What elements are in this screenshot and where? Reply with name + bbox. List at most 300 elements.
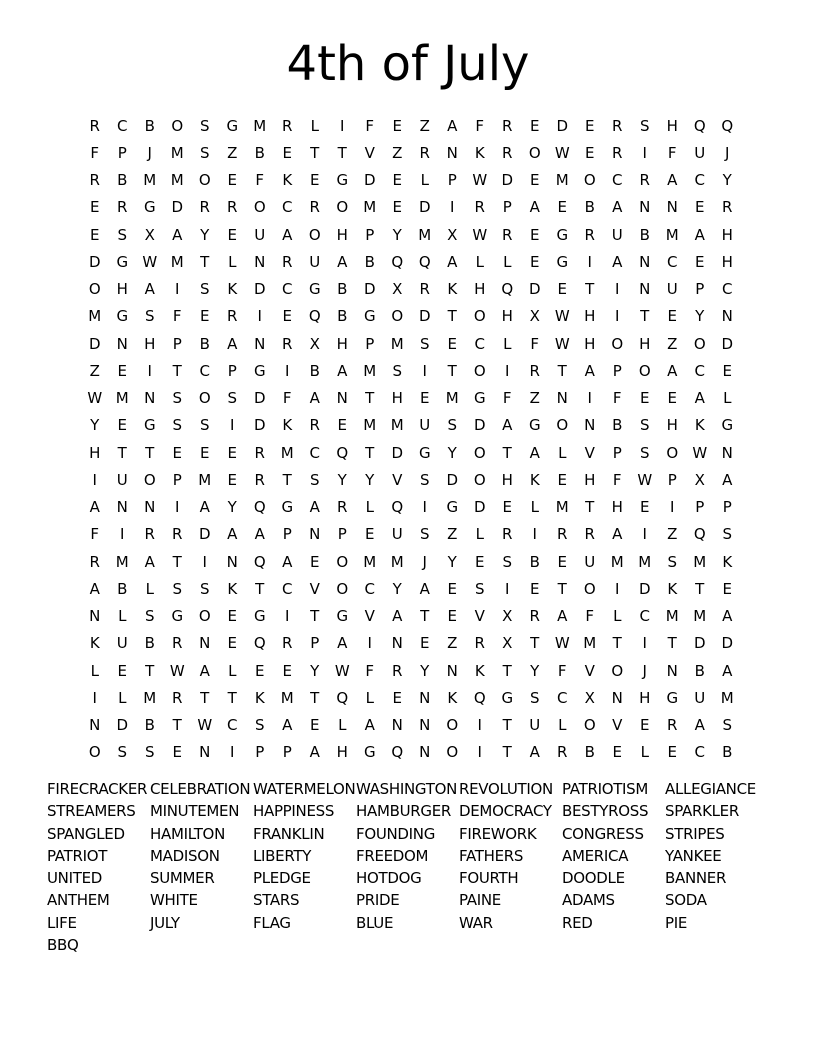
- grid-letter: I: [642, 143, 647, 162]
- grid-letter: E: [722, 361, 732, 380]
- grid-letter: S: [254, 716, 265, 735]
- grid-letter: C: [364, 579, 375, 598]
- grid-letter: M: [115, 552, 129, 571]
- grid-letter: L: [365, 498, 374, 517]
- grid-letter: H: [336, 334, 348, 353]
- grid-letter: Y: [90, 416, 100, 435]
- grid-letter: K: [447, 280, 458, 299]
- grid-letter: E: [475, 552, 485, 571]
- grid-letter: X: [502, 634, 513, 653]
- grid-letter: V: [309, 579, 320, 598]
- grid-letter: M: [198, 470, 212, 489]
- grid-letter: M: [665, 225, 679, 244]
- grid-letter: N: [336, 389, 348, 408]
- word-list-item: JULY: [150, 913, 180, 932]
- grid-letter: G: [336, 171, 349, 190]
- grid-letter: F: [585, 607, 595, 626]
- word-list-item: REVOLUTION: [459, 780, 553, 798]
- grid-letter: A: [584, 361, 595, 380]
- word-list-item: AMERICA: [562, 846, 629, 865]
- grid-letter: P: [282, 525, 292, 544]
- grid-letter: E: [722, 579, 732, 598]
- grid-letter: C: [227, 716, 238, 735]
- grid-letter: A: [227, 525, 238, 544]
- grid-letter: L: [530, 498, 539, 517]
- grid-letter: G: [116, 252, 129, 271]
- grid-letter: N: [419, 716, 431, 735]
- grid-letter: R: [639, 171, 650, 190]
- grid-letter: L: [640, 743, 649, 762]
- word-list-item: SODA: [665, 891, 707, 910]
- grid-letter: P: [255, 743, 265, 762]
- grid-letter: Q: [253, 552, 266, 571]
- grid-letter: G: [171, 607, 184, 626]
- grid-letter: O: [556, 416, 569, 435]
- grid-letter: F: [365, 661, 375, 680]
- grid-letter: E: [200, 443, 210, 462]
- grid-letter: S: [172, 579, 183, 598]
- grid-letter: I: [147, 361, 152, 380]
- grid-letter: E: [585, 143, 595, 162]
- grid-letter: Y: [695, 307, 705, 326]
- grid-letter: D: [88, 252, 101, 271]
- grid-letter: Z: [227, 143, 238, 162]
- grid-letter: R: [474, 634, 485, 653]
- grid-letter: E: [282, 661, 292, 680]
- grid-letter: F: [365, 116, 375, 135]
- grid-letter: M: [170, 143, 184, 162]
- grid-letter: N: [226, 552, 238, 571]
- grid-letter: Y: [392, 579, 402, 598]
- grid-letter: Z: [447, 525, 458, 544]
- word-list-item: BANNER: [665, 869, 727, 888]
- grid-letter: M: [390, 334, 404, 353]
- grid-letter: R: [227, 307, 238, 326]
- grid-letter: R: [474, 198, 485, 217]
- grid-letter: I: [120, 525, 125, 544]
- grid-letter: E: [392, 198, 402, 217]
- grid-letter: I: [285, 607, 290, 626]
- grid-letter: A: [502, 416, 513, 435]
- grid-row: [81, 521, 741, 548]
- grid-letter: F: [612, 389, 622, 408]
- grid-letter: N: [666, 198, 678, 217]
- grid-letter: R: [282, 252, 293, 271]
- grid-letter: O: [88, 280, 101, 299]
- word-list-item: HAMILTON: [150, 824, 225, 843]
- grid-letter: C: [639, 607, 650, 626]
- grid-letter: I: [202, 552, 207, 571]
- grid-letter: I: [532, 525, 537, 544]
- grid-letter: V: [364, 143, 375, 162]
- grid-letter: A: [282, 552, 293, 571]
- grid-letter: L: [503, 252, 512, 271]
- grid-letter: A: [694, 716, 705, 735]
- grid-letter: R: [172, 688, 183, 707]
- grid-letter: M: [390, 552, 404, 571]
- grid-letter: I: [505, 579, 510, 598]
- grid-letter: C: [474, 334, 485, 353]
- grid-letter: K: [474, 661, 485, 680]
- grid-letter: S: [419, 470, 430, 489]
- grid-letter: G: [556, 225, 569, 244]
- grid-letter: H: [639, 334, 651, 353]
- grid-row: [81, 385, 741, 412]
- grid-letter: V: [474, 607, 485, 626]
- word-list-item: FATHERS: [459, 846, 524, 865]
- word-list-item: FRANKLIN: [253, 824, 325, 843]
- grid-letter: U: [254, 225, 266, 244]
- grid-letter: U: [529, 716, 541, 735]
- grid-letter: I: [367, 634, 372, 653]
- word-list-item: CONGRESS: [562, 824, 644, 843]
- grid-letter: E: [420, 389, 430, 408]
- grid-letter: U: [309, 252, 321, 271]
- word-list-item: PLEDGE: [253, 869, 311, 888]
- grid-letter: G: [116, 307, 129, 326]
- grid-letter: R: [89, 116, 100, 135]
- grid-letter: Z: [667, 525, 678, 544]
- grid-letter: H: [391, 389, 403, 408]
- grid-letter: D: [171, 198, 184, 217]
- word-list-item: PIE: [665, 913, 688, 932]
- grid-letter: C: [667, 252, 678, 271]
- grid-letter: E: [447, 579, 457, 598]
- grid-letter: I: [587, 389, 592, 408]
- grid-letter: D: [253, 389, 266, 408]
- grid-letter: I: [477, 743, 482, 762]
- grid-letter: G: [501, 688, 514, 707]
- grid-letter: T: [200, 252, 210, 271]
- grid-letter: R: [199, 198, 210, 217]
- grid-letter: M: [390, 416, 404, 435]
- grid-letter: I: [615, 307, 620, 326]
- grid-letter: F: [90, 525, 100, 544]
- grid-letter: X: [447, 225, 458, 244]
- grid-letter: T: [695, 579, 705, 598]
- word-list-item: PATRIOT: [47, 846, 108, 865]
- grid-letter: O: [336, 198, 349, 217]
- grid-letter: P: [447, 171, 457, 190]
- grid-letter: H: [666, 116, 678, 135]
- grid-letter: E: [227, 634, 237, 653]
- grid-letter: R: [117, 198, 128, 217]
- grid-letter: A: [419, 579, 430, 598]
- grid-letter: O: [583, 171, 596, 190]
- grid-letter: Y: [337, 470, 347, 489]
- grid-letter: R: [254, 443, 265, 462]
- grid-letter: H: [584, 470, 596, 489]
- grid-letter: S: [722, 525, 733, 544]
- grid-letter: N: [446, 661, 458, 680]
- grid-letter: S: [639, 416, 650, 435]
- grid-letter: A: [612, 252, 623, 271]
- grid-letter: M: [143, 171, 157, 190]
- grid-letter: Q: [391, 743, 404, 762]
- grid-row: [81, 575, 741, 602]
- grid-letter: B: [694, 661, 705, 680]
- grid-letter: R: [584, 525, 595, 544]
- grid-letter: T: [365, 443, 375, 462]
- grid-row: [81, 112, 741, 139]
- grid-letter: R: [89, 552, 100, 571]
- grid-letter: N: [639, 252, 651, 271]
- grid-row: [81, 548, 741, 575]
- grid-letter: N: [116, 334, 128, 353]
- grid-letter: A: [447, 116, 458, 135]
- grid-letter: O: [253, 198, 266, 217]
- grid-letter: F: [557, 661, 567, 680]
- grid-letter: S: [639, 116, 650, 135]
- grid-letter: G: [666, 688, 679, 707]
- grid-letter: A: [337, 361, 348, 380]
- grid-row: [81, 167, 741, 194]
- grid-letter: N: [391, 634, 403, 653]
- grid-letter: N: [419, 688, 431, 707]
- grid-letter: R: [529, 361, 540, 380]
- grid-letter: R: [282, 116, 293, 135]
- grid-letter: T: [310, 607, 320, 626]
- grid-row: [81, 630, 741, 657]
- grid-letter: E: [640, 389, 650, 408]
- grid-letter: D: [693, 634, 706, 653]
- grid-letter: G: [363, 743, 376, 762]
- grid-letter: C: [282, 579, 293, 598]
- word-list-item: HOTDOG: [356, 869, 422, 888]
- grid-letter: D: [363, 171, 376, 190]
- grid-letter: I: [615, 280, 620, 299]
- grid-letter: S: [117, 743, 128, 762]
- grid-letter: H: [501, 470, 513, 489]
- grid-letter: C: [722, 280, 733, 299]
- grid-letter: G: [528, 416, 541, 435]
- grid-row: [81, 684, 741, 711]
- grid-letter: O: [666, 443, 679, 462]
- word-list-item: SPARKLER: [665, 802, 739, 821]
- grid-letter: T: [502, 743, 512, 762]
- grid-letter: G: [253, 361, 266, 380]
- grid-letter: L: [365, 688, 374, 707]
- grid-letter: E: [392, 688, 402, 707]
- grid-letter: I: [285, 361, 290, 380]
- grid-letter: X: [309, 334, 320, 353]
- grid-letter: R: [502, 525, 513, 544]
- word-list-item: HAPPINESS: [253, 802, 335, 821]
- grid-letter: I: [670, 498, 675, 517]
- grid-letter: C: [282, 280, 293, 299]
- word-list-item: BLUE: [356, 913, 394, 932]
- grid-letter: K: [254, 688, 265, 707]
- grid-letter: Q: [391, 498, 404, 517]
- grid-letter: V: [364, 607, 375, 626]
- grid-letter: H: [336, 743, 348, 762]
- grid-letter: M: [170, 252, 184, 271]
- grid-letter: C: [694, 743, 705, 762]
- grid-letter: D: [418, 307, 431, 326]
- word-list-item: MINUTEMEN: [150, 802, 240, 821]
- grid-letter: E: [502, 498, 512, 517]
- grid-letter: Y: [530, 661, 540, 680]
- grid-letter: I: [340, 116, 345, 135]
- grid-letter: D: [253, 280, 266, 299]
- grid-letter: M: [693, 552, 707, 571]
- grid-letter: O: [611, 661, 624, 680]
- grid-letter: E: [172, 743, 182, 762]
- grid-letter: K: [89, 634, 100, 653]
- grid-letter: W: [554, 334, 570, 353]
- grid-letter: L: [310, 116, 319, 135]
- grid-letter: N: [721, 443, 733, 462]
- grid-letter: F: [530, 334, 540, 353]
- grid-letter: X: [144, 225, 155, 244]
- grid-letter: A: [447, 252, 458, 271]
- grid-letter: I: [257, 307, 262, 326]
- grid-letter: Y: [447, 552, 457, 571]
- grid-letter: Y: [392, 225, 402, 244]
- grid-letter: E: [530, 116, 540, 135]
- grid-letter: N: [639, 280, 651, 299]
- grid-letter: N: [611, 688, 623, 707]
- grid-letter: I: [615, 579, 620, 598]
- grid-letter: A: [364, 716, 375, 735]
- grid-letter: R: [227, 198, 238, 217]
- grid-letter: R: [612, 143, 623, 162]
- grid-letter: G: [446, 498, 459, 517]
- grid-letter: O: [528, 143, 541, 162]
- grid-letter: I: [642, 634, 647, 653]
- grid-letter: D: [198, 525, 211, 544]
- grid-letter: A: [557, 607, 568, 626]
- grid-letter: E: [667, 743, 677, 762]
- grid-letter: Y: [310, 661, 320, 680]
- grid-letter: V: [392, 470, 403, 489]
- grid-letter: A: [144, 552, 155, 571]
- grid-letter: R: [89, 171, 100, 190]
- grid-letter: E: [640, 716, 650, 735]
- grid-letter: L: [503, 334, 512, 353]
- grid-letter: Q: [418, 252, 431, 271]
- grid-letter: R: [502, 143, 513, 162]
- grid-letter: R: [502, 225, 513, 244]
- grid-letter: Q: [336, 688, 349, 707]
- grid-letter: N: [639, 198, 651, 217]
- grid-letter: X: [502, 607, 513, 626]
- grid-letter: C: [694, 171, 705, 190]
- grid-letter: S: [309, 470, 320, 489]
- grid-row: [81, 412, 741, 439]
- grid-letter: F: [282, 389, 292, 408]
- grid-letter: C: [282, 198, 293, 217]
- grid-letter: A: [722, 607, 733, 626]
- grid-letter: P: [612, 361, 622, 380]
- grid-letter: S: [199, 280, 210, 299]
- grid-letter: E: [117, 661, 127, 680]
- grid-letter: E: [392, 171, 402, 190]
- grid-letter: B: [117, 579, 128, 598]
- grid-letter: D: [721, 634, 734, 653]
- grid-letter: A: [309, 389, 320, 408]
- grid-letter: Q: [308, 307, 321, 326]
- grid-letter: I: [230, 416, 235, 435]
- grid-letter: T: [365, 389, 375, 408]
- grid-letter: B: [584, 198, 595, 217]
- grid-letter: L: [723, 389, 732, 408]
- grid-letter: P: [365, 334, 375, 353]
- grid-letter: S: [199, 143, 210, 162]
- grid-letter: C: [309, 443, 320, 462]
- grid-letter: P: [502, 198, 512, 217]
- grid-letter: O: [171, 116, 184, 135]
- grid-letter: B: [117, 171, 128, 190]
- grid-letter: M: [115, 389, 129, 408]
- grid-letter: R: [282, 334, 293, 353]
- grid-letter: A: [529, 443, 540, 462]
- grid-letter: Q: [501, 280, 514, 299]
- grid-letter: N: [556, 389, 568, 408]
- grid-letter: T: [447, 361, 457, 380]
- grid-letter: Z: [419, 116, 430, 135]
- grid-letter: C: [199, 361, 210, 380]
- grid-letter: E: [392, 116, 402, 135]
- grid-letter: O: [638, 361, 651, 380]
- grid-letter: T: [227, 688, 237, 707]
- grid-letter: R: [612, 116, 623, 135]
- grid-letter: W: [554, 143, 570, 162]
- grid-letter: G: [226, 116, 239, 135]
- grid-letter: E: [172, 443, 182, 462]
- grid-letter: M: [280, 688, 294, 707]
- grid-letter: E: [612, 743, 622, 762]
- grid-letter: P: [695, 498, 705, 517]
- grid-letter: Y: [200, 225, 210, 244]
- grid-letter: E: [227, 443, 237, 462]
- grid-letter: B: [199, 334, 210, 353]
- grid-letter: M: [555, 171, 569, 190]
- grid-letter: I: [422, 498, 427, 517]
- grid-row: [81, 603, 741, 630]
- grid-letter: K: [447, 688, 458, 707]
- grid-letter: U: [116, 634, 128, 653]
- grid-letter: R: [502, 116, 513, 135]
- grid-letter: P: [310, 634, 320, 653]
- grid-letter: O: [336, 579, 349, 598]
- grid-letter: V: [584, 443, 595, 462]
- grid-letter: P: [722, 498, 732, 517]
- grid-letter: X: [694, 470, 705, 489]
- word-list-item: PAINE: [459, 891, 501, 910]
- grid-letter: E: [227, 225, 237, 244]
- grid-row: [81, 466, 741, 493]
- grid-letter: T: [502, 716, 512, 735]
- grid-letter: O: [473, 361, 486, 380]
- grid-letter: W: [197, 716, 213, 735]
- grid-letter: N: [144, 389, 156, 408]
- grid-letter: E: [530, 579, 540, 598]
- word-list-item: FOURTH: [459, 869, 519, 888]
- word-list-item: FOUNDING: [356, 824, 436, 843]
- grid-letter: N: [721, 307, 733, 326]
- grid-letter: B: [529, 552, 540, 571]
- grid-letter: R: [722, 198, 733, 217]
- word-list-item: ALLEGIANCE: [665, 780, 756, 798]
- grid-letter: A: [172, 225, 183, 244]
- grid-letter: I: [477, 716, 482, 735]
- grid-letter: R: [309, 416, 320, 435]
- grid-letter: B: [144, 634, 155, 653]
- grid-letter: Y: [722, 171, 732, 190]
- grid-letter: Q: [253, 634, 266, 653]
- grid-letter: S: [144, 743, 155, 762]
